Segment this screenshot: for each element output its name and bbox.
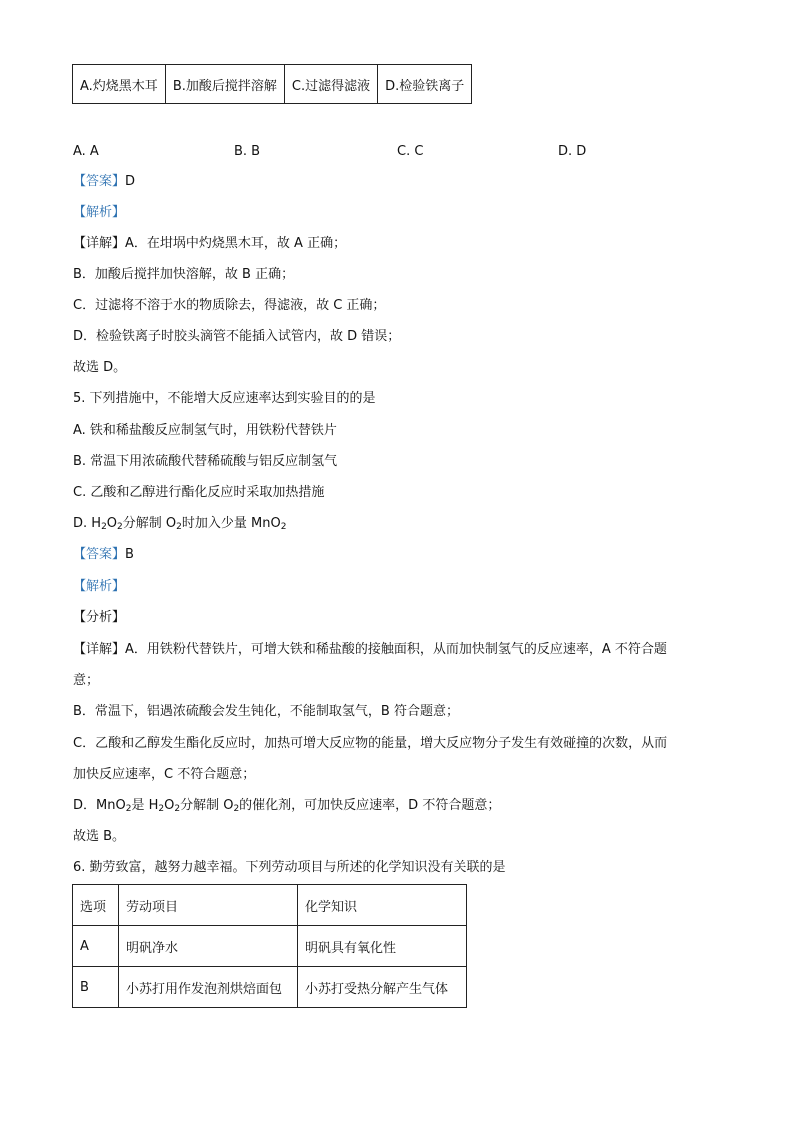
q5-option-d xyxy=(73,514,286,534)
q5-detail-d xyxy=(73,796,500,816)
q4-option-b: B. B xyxy=(234,144,261,159)
answer-value: B xyxy=(125,547,134,562)
q5-option-b: B. 常温下用浓硫酸代替稀硫酸与铝反应制氢气 xyxy=(73,454,338,469)
subscript: 2 xyxy=(176,522,182,532)
answer-tag: 【答案】 xyxy=(73,174,126,189)
row-option: A xyxy=(73,926,119,967)
text-part: 是 H xyxy=(131,798,159,813)
text-part: O xyxy=(106,516,118,531)
q5-analysis-head: 【分析】 xyxy=(73,610,126,625)
table-row xyxy=(73,967,467,1008)
q4-detail-d: D．检验铁离子时胶头滴管不能插入试管内，故 D 错误； xyxy=(73,329,401,344)
answer-tag: 【答案】 xyxy=(73,547,126,562)
q4-detail-b: B．加酸后搅拌加快溶解，故 B 正确； xyxy=(73,267,295,282)
text-part: O xyxy=(164,798,175,813)
text-part: D．MnO xyxy=(73,798,126,813)
q4-option-d: D. D xyxy=(558,144,587,159)
text-part: 的催化剂，可加快反应速率，D 不符合题意； xyxy=(239,798,501,813)
q5-option-a: A. 铁和稀盐酸反应制氢气时，用铁粉代替铁片 xyxy=(73,423,337,438)
q4-option-c: C. C xyxy=(397,144,424,159)
table-cell-a: A.灼烧黑木耳 xyxy=(73,65,166,104)
q5-answer xyxy=(73,545,134,565)
row-labor-item: 明矾净水 xyxy=(119,926,298,967)
q5-detail-a xyxy=(73,640,667,660)
q5-detail-c-cont: 加快反应速率，C 不符合题意； xyxy=(73,767,256,782)
labor-knowledge-table xyxy=(72,884,467,1008)
experiment-options-table xyxy=(72,64,472,104)
detail-tag: 【详解】 xyxy=(73,642,126,657)
q4-option-a: A. A xyxy=(73,144,99,159)
detail-text: A．用铁粉代替铁片，可增大铁和稀盐酸的接触面积，从而加快制氢气的反应速率，A 不符合题 xyxy=(125,642,667,657)
q4-detail-c: C．过滤将不溶于水的物质除去，得滤液，故 C 正确； xyxy=(73,298,386,313)
subscript: 2 xyxy=(174,804,181,814)
detail-tag: 【详解】 xyxy=(73,236,126,251)
q5-conclusion: 故选 B。 xyxy=(73,829,126,844)
table-cell-b: B.加酸后搅拌溶解 xyxy=(165,65,284,104)
answer-value: D xyxy=(125,174,136,189)
table-cell-d: D.检验铁离子 xyxy=(378,65,472,104)
subscript: 2 xyxy=(117,522,123,532)
q4-detail-a xyxy=(73,234,346,254)
detail-text: A．在坩埚中灼烧黑木耳，故 A 正确； xyxy=(125,236,347,251)
header-option: 选项 xyxy=(73,885,119,926)
q5-stem: 5. 下列措施中，不能增大反应速率达到实验目的的是 xyxy=(73,391,376,406)
table-row xyxy=(73,65,472,104)
text-part: 分解制 O xyxy=(180,798,234,813)
row-labor-item: 小苏打用作发泡剂烘焙面包 xyxy=(119,967,298,1008)
text-part: 时加入少量 MnO xyxy=(181,516,281,531)
subscript: 2 xyxy=(101,522,107,532)
table-header-row xyxy=(73,885,467,926)
q5-detail-b: B．常温下，铝遇浓硫酸会发生钝化，不能制取氢气，B 符合题意； xyxy=(73,704,459,719)
table-row xyxy=(73,926,467,967)
subscript: 2 xyxy=(280,522,287,532)
q6-stem: 6. 勤劳致富，越努力越幸福。下列劳动项目与所述的化学知识没有关联的是 xyxy=(73,860,506,875)
q5-option-c: C. 乙酸和乙醇进行酯化反应时采取加热措施 xyxy=(73,485,325,500)
q4-analysis-tag: 【解析】 xyxy=(73,205,126,220)
text-part: 分解制 O xyxy=(122,516,177,531)
q5-detail-c: C．乙酸和乙醇发生酯化反应时，加热可增大反应物的能量，增大反应物分子发生有效碰撞的次数，从而 xyxy=(73,736,668,751)
header-chem-knowledge: 化学知识 xyxy=(298,885,467,926)
row-chem-knowledge: 小苏打受热分解产生气体 xyxy=(298,967,467,1008)
row-option: B xyxy=(73,967,119,1008)
q4-answer xyxy=(73,172,135,192)
q5-detail-a-cont: 意； xyxy=(73,673,100,688)
q4-conclusion: 故选 D。 xyxy=(73,360,127,375)
text-part: D. H xyxy=(73,516,102,531)
q5-analysis-tag: 【解析】 xyxy=(73,579,126,594)
header-labor-item: 劳动项目 xyxy=(119,885,298,926)
subscript: 2 xyxy=(233,804,240,814)
subscript: 2 xyxy=(125,804,132,814)
subscript: 2 xyxy=(158,804,165,814)
table-cell-c: C.过滤得滤液 xyxy=(284,65,377,104)
row-chem-knowledge: 明矾具有氧化性 xyxy=(298,926,467,967)
